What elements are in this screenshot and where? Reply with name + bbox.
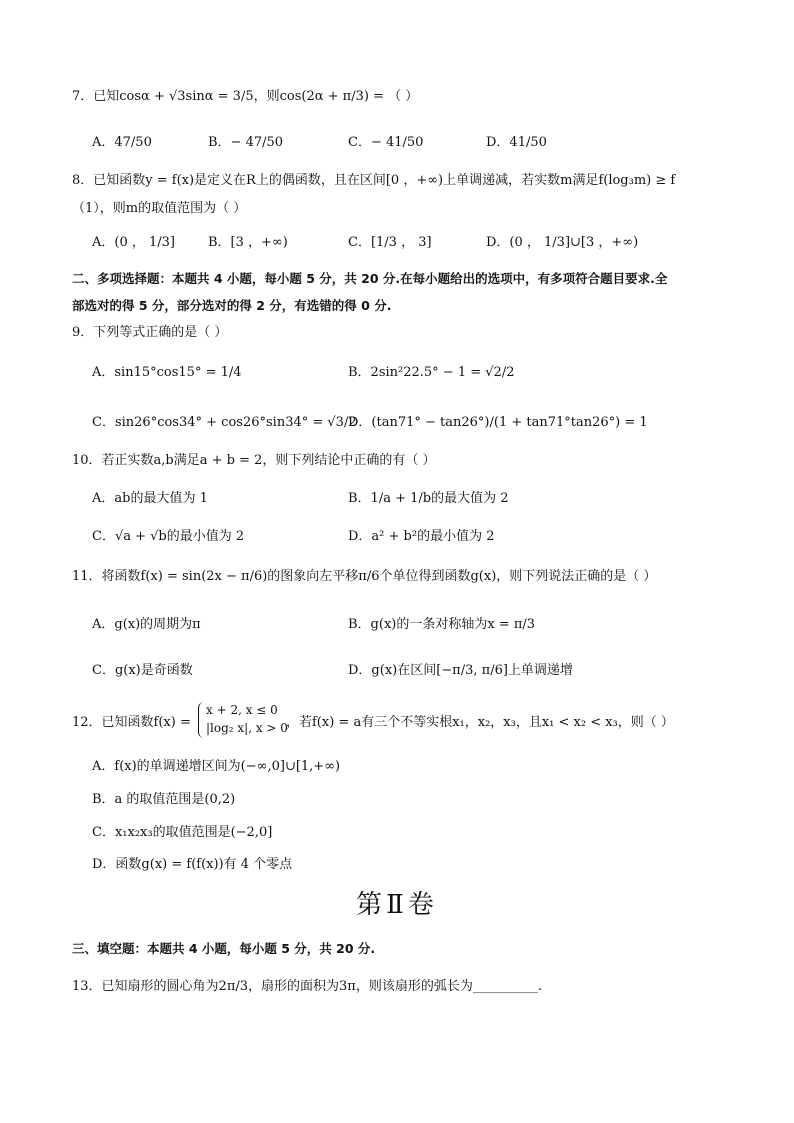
q12-stem-suffix: ，若f(x) = a有三个不等实根x₁，x₂，x₃，且x₁ < x₂ < x₃，则（ ） bbox=[286, 715, 674, 730]
q11-stem: 11．将函数f(x) = sin(2x − π/6)的图象向左平移π/6个单位得到函数g(x)，则下列说法正确的是（ ） bbox=[72, 569, 657, 584]
q10-option-a: A．ab的最大值为 1 bbox=[92, 491, 208, 506]
q8-option-b: B．[3 ，+∞) bbox=[208, 235, 288, 250]
q9-option-d: D．(tan71° − tan26°)/(1 + tan71°tan26°) = 1 bbox=[348, 415, 648, 430]
q10-option-d: D．a² + b²的最小值为 2 bbox=[348, 529, 495, 544]
section2-heading-line2: 部选对的得 5 分，部分选对的得 2 分，有选错的得 0 分. bbox=[72, 298, 392, 313]
q9-option-a: A．sin15°cos15° = 1/4 bbox=[92, 365, 242, 380]
q10-option-c: C．√a + √b的最小值为 2 bbox=[92, 529, 245, 544]
q11-option-d: D．g(x)在区间[−π/3, π/6]上单调递增 bbox=[348, 663, 573, 678]
q9-stem: 9．下列等式正确的是（ ） bbox=[72, 325, 228, 340]
q9-option-c: C．sin26°cos34° + cos26°sin34° = √3/2 bbox=[92, 415, 357, 430]
q12-case1: x + 2, x ≤ 0 bbox=[206, 703, 278, 717]
q13-stem: 13．已知扇形的圆心角为2π/3，扇形的面积为3π，则该扇形的弧长为__________. bbox=[72, 979, 542, 994]
q8-option-c: C．[1/3 ， 3] bbox=[348, 235, 432, 250]
section3-heading: 三、填空题：本题共 4 小题，每小题 5 分，共 20 分. bbox=[72, 941, 376, 956]
q12-option-b: B．a 的取值范围是(0,2) bbox=[92, 792, 236, 807]
q12-stem-prefix: 12．已知函数f(x) = bbox=[72, 715, 191, 730]
q7-option-d: D．41/50 bbox=[486, 135, 547, 150]
q8-stem-line1: 8．已知函数y = f(x)是定义在R上的偶函数，且在区间[0 ，+∞)上单调递减，若实数m满足f(log₃m) ≥ f bbox=[72, 173, 676, 188]
q10-option-b: B．1/a + 1/b的最大值为 2 bbox=[348, 491, 509, 506]
q12-option-a: A．f(x)的单调递增区间为(−∞,0]∪[1,+∞) bbox=[92, 759, 341, 774]
q11-option-c: C．g(x)是奇函数 bbox=[92, 663, 193, 678]
q12-case2: |log₂ x|, x > 0 bbox=[206, 721, 288, 735]
q7-option-c: C．− 41/50 bbox=[348, 135, 424, 150]
q12-option-d: D．函数g(x) = f(f(x))有 4 个零点 bbox=[92, 857, 293, 872]
section2-heading-line1: 二、多项选择题：本题共 4 小题，每小题 5 分，共 20 分.在每小题给出的选项中，有多项符合题目要求.全 bbox=[72, 271, 668, 286]
q11-option-a: A．g(x)的周期为π bbox=[92, 617, 201, 632]
part2-title: 第Ⅱ卷 bbox=[356, 890, 438, 920]
q12-option-c: C．x₁x₂x₃的取值范围是(−2,0] bbox=[92, 825, 273, 840]
q7-option-a: A．47/50 bbox=[92, 135, 152, 150]
q9-option-b: B．2sin²22.5° − 1 = √2/2 bbox=[348, 365, 515, 380]
q11-option-b: B．g(x)的一条对称轴为x = π/3 bbox=[348, 617, 536, 632]
q8-option-a: A．(0 ， 1/3] bbox=[92, 235, 175, 250]
q10-stem: 10．若正实数a,b满足a + b = 2，则下列结论中正确的有（ ） bbox=[72, 453, 436, 468]
q8-option-d: D．(0 ， 1/3]∪[3 ，+∞) bbox=[486, 235, 639, 250]
q7-option-b: B．− 47/50 bbox=[208, 135, 284, 150]
q8-stem-line2: （1），则m的取值范围为（ ） bbox=[72, 201, 247, 216]
q7-stem: 7．已知cosα + √3sinα = 3/5，则cos(2α + π/3) = （ ） bbox=[72, 89, 419, 104]
